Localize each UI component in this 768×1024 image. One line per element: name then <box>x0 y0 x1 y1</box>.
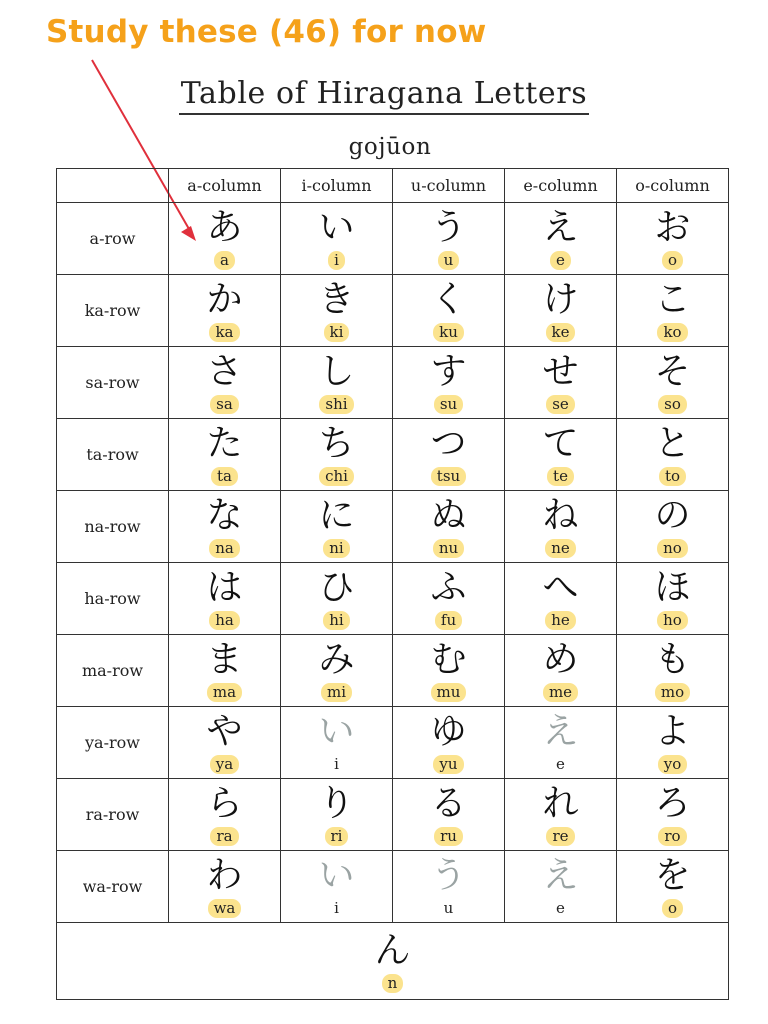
kana-char: め <box>542 639 579 680</box>
kana-cell <box>617 491 729 563</box>
kana-cell <box>505 779 617 851</box>
romaji-label: sa <box>210 395 239 414</box>
romaji-label: ku <box>433 323 464 342</box>
kana-cell <box>169 563 281 635</box>
kana-cell <box>505 491 617 563</box>
kana-cell <box>393 563 505 635</box>
kana-char: も <box>654 639 691 680</box>
column-header: a-column <box>169 169 281 203</box>
kana-cell <box>617 563 729 635</box>
kana-cell <box>617 851 729 923</box>
row-header: ya-row <box>57 707 169 779</box>
kana-cell <box>505 635 617 707</box>
kana-cell <box>393 347 505 419</box>
kana-char: す <box>430 351 467 392</box>
kana-char: し <box>318 351 355 392</box>
romaji-label: ho <box>657 611 688 630</box>
kana-cell <box>169 491 281 563</box>
romaji-label: ru <box>434 827 463 846</box>
romaji-label: shi <box>319 395 353 414</box>
kana-cell <box>281 563 393 635</box>
kana-char: い <box>318 711 355 752</box>
kana-cell <box>281 419 393 491</box>
kana-cell <box>169 419 281 491</box>
title-text: Table of Hiragana Letters <box>179 76 589 115</box>
kana-char: る <box>430 783 467 824</box>
row-header: na-row <box>57 491 169 563</box>
kana-row <box>57 779 729 851</box>
kana-cell <box>281 491 393 563</box>
kana-char: い <box>318 855 355 896</box>
romaji-label: yo <box>658 755 688 774</box>
romaji-label: re <box>546 827 574 846</box>
romaji-label: a <box>214 251 235 270</box>
kana-char: わ <box>206 855 243 896</box>
kana-char: え <box>542 207 579 248</box>
romaji-label: mo <box>655 683 690 702</box>
kana-cell <box>393 707 505 779</box>
column-header: u-column <box>393 169 505 203</box>
romaji-label: i <box>334 899 339 917</box>
romaji-label: se <box>546 395 575 414</box>
romaji-label: to <box>659 467 686 486</box>
kana-row <box>57 347 729 419</box>
row-header: a-row <box>57 203 169 275</box>
column-header-row <box>57 169 729 203</box>
kana-char: さ <box>206 351 243 392</box>
kana-char: お <box>654 207 691 248</box>
kana-cell <box>169 635 281 707</box>
romaji-label: n <box>382 974 404 993</box>
romaji-label: no <box>657 539 688 558</box>
kana-char: え <box>542 711 579 752</box>
page-subtitle: gojūon <box>348 134 432 160</box>
romaji-label: yu <box>433 755 463 774</box>
kana-cell <box>617 707 729 779</box>
romaji-label: wa <box>208 899 242 918</box>
kana-row <box>57 851 729 923</box>
kana-cell <box>281 851 393 923</box>
kana-char: ま <box>206 639 243 680</box>
kana-char: の <box>654 495 691 536</box>
romaji-label: hi <box>323 611 349 630</box>
romaji-label: u <box>438 251 460 270</box>
kana-cell <box>281 707 393 779</box>
n-row <box>57 923 729 1000</box>
kana-char: い <box>318 207 355 248</box>
kana-char: く <box>430 279 467 320</box>
kana-cell <box>617 419 729 491</box>
kana-cell <box>393 779 505 851</box>
kana-char: こ <box>654 279 691 320</box>
kana-cell <box>505 563 617 635</box>
kana-char: と <box>654 423 691 464</box>
column-header: e-column <box>505 169 617 203</box>
kana-cell <box>169 779 281 851</box>
kana-row <box>57 635 729 707</box>
romaji-label: me <box>543 683 578 702</box>
kana-char: き <box>318 279 355 320</box>
corner-cell <box>57 169 169 203</box>
kana-cell <box>169 347 281 419</box>
row-header: wa-row <box>57 851 169 923</box>
romaji-label: ni <box>323 539 349 558</box>
kana-char: よ <box>654 711 691 752</box>
kana-cell <box>505 347 617 419</box>
kana-cell <box>169 203 281 275</box>
romaji-label: ka <box>209 323 239 342</box>
row-header: ka-row <box>57 275 169 347</box>
kana-cell <box>393 419 505 491</box>
kana-cell <box>393 491 505 563</box>
kana-row <box>57 563 729 635</box>
kana-char: か <box>206 279 243 320</box>
kana-row <box>57 275 729 347</box>
romaji-label: ne <box>545 539 576 558</box>
kana-char: う <box>430 855 467 896</box>
kana-char: そ <box>654 351 691 392</box>
row-header: ra-row <box>57 779 169 851</box>
kana-char: や <box>206 711 243 752</box>
kana-cell <box>393 203 505 275</box>
romaji-label: su <box>434 395 463 414</box>
kana-char: せ <box>542 351 579 392</box>
romaji-label: ha <box>209 611 240 630</box>
romaji-label: ta <box>211 467 238 486</box>
kana-char: け <box>542 279 579 320</box>
kana-char: ひ <box>318 567 355 608</box>
romaji-label: ro <box>658 827 686 846</box>
kana-char: ん <box>374 929 411 971</box>
kana-char: に <box>318 495 355 536</box>
study-annotation: Study these (46) for now <box>46 14 487 50</box>
romaji-label: fu <box>435 611 462 630</box>
romaji-label: e <box>556 899 565 917</box>
kana-cell <box>617 203 729 275</box>
kana-char: へ <box>542 567 579 608</box>
kana-row <box>57 491 729 563</box>
romaji-label: ya <box>210 755 239 774</box>
kana-cell <box>169 275 281 347</box>
romaji-label: o <box>662 899 683 918</box>
romaji-label: u <box>443 899 454 917</box>
romaji-label: nu <box>433 539 464 558</box>
kana-cell <box>393 635 505 707</box>
kana-cell <box>617 347 729 419</box>
kana-char: な <box>206 495 243 536</box>
romaji-label: i <box>334 755 339 773</box>
kana-char: う <box>430 207 467 248</box>
kana-char: ら <box>206 783 243 824</box>
kana-rows <box>57 203 729 923</box>
kana-char: り <box>318 783 355 824</box>
kana-cell <box>505 707 617 779</box>
row-header: ta-row <box>57 419 169 491</box>
column-header: o-column <box>617 169 729 203</box>
romaji-label: ma <box>207 683 242 702</box>
kana-char: ふ <box>430 567 467 608</box>
kana-char: ち <box>318 423 355 464</box>
romaji-label: tsu <box>431 467 466 486</box>
kana-char: あ <box>206 207 243 248</box>
row-header: sa-row <box>57 347 169 419</box>
kana-cell <box>617 779 729 851</box>
kana-row <box>57 419 729 491</box>
kana-row <box>57 203 729 275</box>
kana-char: は <box>206 567 243 608</box>
kana-cell <box>617 635 729 707</box>
romaji-label: mu <box>431 683 467 702</box>
romaji-label: ri <box>325 827 349 846</box>
romaji-label: o <box>662 251 683 270</box>
romaji-label: te <box>547 467 574 486</box>
romaji-label: ko <box>657 323 687 342</box>
column-header: i-column <box>281 169 393 203</box>
kana-char: を <box>654 855 691 896</box>
kana-cell <box>169 851 281 923</box>
kana-char: ほ <box>654 567 691 608</box>
page-title <box>0 76 768 115</box>
romaji-label: mi <box>321 683 352 702</box>
romaji-label: e <box>550 251 571 270</box>
kana-cell <box>281 347 393 419</box>
kana-row <box>57 707 729 779</box>
kana-char: む <box>430 639 467 680</box>
kana-cell <box>281 779 393 851</box>
kana-char: え <box>542 855 579 896</box>
romaji-label: he <box>545 611 576 630</box>
kana-char: た <box>206 423 243 464</box>
romaji-label: ra <box>210 827 238 846</box>
romaji-label: ke <box>546 323 576 342</box>
kana-char: ゆ <box>430 711 467 752</box>
kana-cell <box>617 275 729 347</box>
hiragana-table <box>56 168 729 1000</box>
row-header: ha-row <box>57 563 169 635</box>
kana-cell <box>505 851 617 923</box>
row-header: ma-row <box>57 635 169 707</box>
kana-cell <box>169 707 281 779</box>
kana-char: つ <box>430 423 467 464</box>
kana-char: ろ <box>654 783 691 824</box>
romaji-label: na <box>209 539 240 558</box>
kana-char: れ <box>542 783 579 824</box>
kana-char: み <box>318 639 355 680</box>
kana-cell <box>281 203 393 275</box>
romaji-label: i <box>328 251 345 270</box>
kana-cell <box>393 275 505 347</box>
romaji-label: so <box>658 395 687 414</box>
n-cell <box>57 923 729 1000</box>
kana-char: ぬ <box>430 495 467 536</box>
kana-char: ね <box>542 495 579 536</box>
kana-cell <box>505 419 617 491</box>
kana-cell <box>281 635 393 707</box>
romaji-label: e <box>556 755 565 773</box>
kana-char: て <box>542 423 579 464</box>
kana-cell <box>393 851 505 923</box>
kana-cell <box>505 203 617 275</box>
kana-cell <box>281 275 393 347</box>
romaji-label: ki <box>324 323 350 342</box>
romaji-label: chi <box>319 467 354 486</box>
kana-cell <box>505 275 617 347</box>
